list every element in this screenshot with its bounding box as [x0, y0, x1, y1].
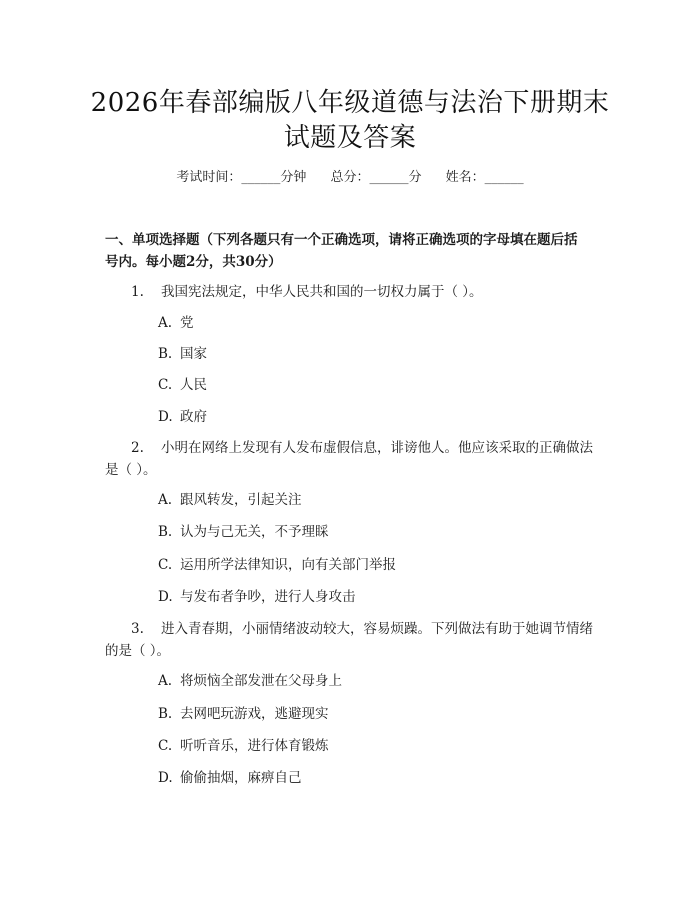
question-2-option-c [158, 554, 396, 576]
question-1-option-a [158, 312, 194, 334]
question-text: 我国宪法规定，中华人民共和国的一切权力属于（ ）。 [161, 284, 483, 300]
section-heading-line1: 一、单项选择题（下列各题只有一个正确选项，请将正确选项的字母填在题后括 [105, 232, 578, 248]
question-1-option-c [158, 374, 207, 396]
question-1-stem [105, 281, 605, 303]
question-text: 小明在网络上发现有人发布虚假信息，诽谤他人。他应该采取的正确做法 [161, 440, 593, 456]
question-2-stem-line1 [105, 437, 605, 459]
option-text: 政府 [180, 409, 207, 425]
option-letter: D. [158, 589, 173, 605]
exam-score: 总分：______分 [330, 170, 422, 185]
question-3-option-a [158, 670, 342, 692]
option-text: 认为与己无关，不予理睬 [180, 524, 329, 540]
option-letter: A. [158, 673, 173, 689]
option-letter: C. [158, 738, 173, 754]
option-text: 与发布者争吵，进行人身攻击 [180, 589, 356, 605]
option-letter: B. [158, 706, 173, 722]
page-title-line2: 试题及答案 [283, 123, 417, 153]
question-3-option-b [158, 703, 329, 725]
option-text: 党 [180, 315, 194, 331]
question-2-option-d [158, 586, 356, 608]
option-letter: B. [158, 524, 173, 540]
option-letter: C. [158, 557, 173, 573]
option-text: 国家 [180, 346, 207, 362]
option-text: 将烦恼全部发泄在父母身上 [180, 673, 342, 689]
section-heading-line2: 号内。每小题2分，共30分） [105, 254, 282, 270]
option-letter: C. [158, 377, 173, 393]
exam-name: 姓名：______ [445, 170, 524, 185]
question-2-option-a [158, 489, 302, 511]
option-text: 跟风转发，引起关注 [180, 492, 302, 508]
question-number: 2. [131, 440, 144, 456]
option-letter: A. [158, 492, 173, 508]
question-2-stem-line2: 是（ ）。 [105, 462, 157, 478]
question-number: 3. [131, 621, 144, 637]
option-letter: D. [158, 770, 173, 786]
option-letter: D. [158, 409, 173, 425]
option-letter: B. [158, 346, 173, 362]
question-1-option-d [158, 406, 207, 428]
option-text: 人民 [180, 377, 207, 393]
option-text: 运用所学法律知识，向有关部门举报 [180, 557, 396, 573]
question-2-option-b [158, 521, 329, 543]
option-text: 偷偷抽烟，麻痹自己 [180, 770, 302, 786]
page-title-line1: 2026年春部编版八年级道德与法治下册期末 [90, 88, 610, 118]
question-3-option-c [158, 735, 329, 757]
question-3-option-d [158, 767, 302, 789]
option-text: 听听音乐，进行体育锻炼 [180, 738, 329, 754]
exam-time: 考试时间：______分钟 [176, 170, 307, 185]
question-text: 进入青春期，小丽情绪波动较大，容易烦躁。下列做法有助于她调节情绪 [161, 621, 593, 637]
question-3-stem-line2: 的是（ ）。 [105, 643, 171, 659]
question-3-stem-line1 [105, 618, 605, 640]
exam-meta [0, 168, 700, 188]
option-text: 去网吧玩游戏，逃避现实 [180, 706, 329, 722]
question-1-option-b [158, 343, 207, 365]
option-letter: A. [158, 315, 173, 331]
question-number: 1. [131, 284, 144, 300]
